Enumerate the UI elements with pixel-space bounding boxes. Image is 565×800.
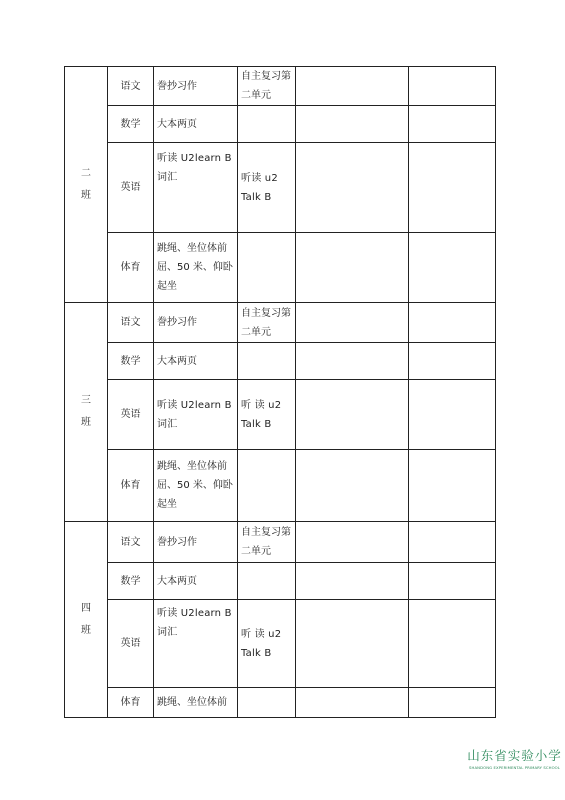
task-cell: 跳绳、坐位体前屈、50 米、仰卧起坐 [154, 450, 238, 522]
empty-cell [409, 522, 496, 563]
empty-cell [296, 522, 409, 563]
table-row [65, 343, 496, 380]
class-name: 三 班 [81, 395, 91, 428]
table-row [65, 380, 496, 450]
empty-cell [409, 303, 496, 343]
subject-cell: 英语 [108, 143, 154, 233]
table-row [65, 143, 496, 233]
subject-cell: 英语 [108, 380, 154, 450]
note-cell: 听 读 u2 Talk B [238, 380, 296, 450]
empty-cell [409, 67, 496, 106]
empty-cell [296, 688, 409, 718]
task-cell: 誊抄习作 [154, 67, 238, 106]
empty-cell [409, 343, 496, 380]
table-row [65, 303, 496, 343]
task-cell: 大本两页 [154, 343, 238, 380]
note-cell: 听 读 u2 Talk B [238, 600, 296, 688]
note-cell [238, 106, 296, 143]
task-cell: 跳绳、坐位体前屈、50 米、仰卧起坐 [154, 233, 238, 303]
empty-cell [296, 143, 409, 233]
note-cell: 听读 u2 Talk B [238, 143, 296, 233]
subject-cell: 数学 [108, 563, 154, 600]
subject-cell: 语文 [108, 303, 154, 343]
class-name: 四 班 [81, 602, 91, 636]
note-cell [238, 688, 296, 718]
school-logo-name-cn: 山东省实验小学 [467, 748, 562, 763]
note-cell: 自主复习第二单元 [238, 67, 296, 106]
empty-cell [296, 563, 409, 600]
note-cell: 自主复习第二单元 [238, 303, 296, 343]
subject-cell: 英语 [108, 600, 154, 688]
empty-cell [409, 563, 496, 600]
table-row [65, 600, 496, 688]
task-cell: 听读 U2learn B 词汇 [154, 143, 238, 233]
empty-cell [409, 600, 496, 688]
school-logo [467, 748, 562, 788]
empty-cell [409, 380, 496, 450]
empty-cell [296, 600, 409, 688]
class-cell [65, 303, 108, 522]
task-cell: 听读 U2learn B 词汇 [154, 600, 238, 688]
empty-cell [409, 450, 496, 522]
task-cell: 听读 U2learn B 词汇 [154, 380, 238, 450]
empty-cell [296, 380, 409, 450]
empty-cell [296, 343, 409, 380]
school-logo-name-en: SHANDONG EXPERIMENTAL PRIMARY SCHOOL [469, 765, 560, 770]
subject-cell: 数学 [108, 106, 154, 143]
homework-table [64, 66, 496, 718]
subject-cell: 数学 [108, 343, 154, 380]
note-cell [238, 343, 296, 380]
empty-cell [296, 450, 409, 522]
empty-cell [296, 106, 409, 143]
table-row [65, 522, 496, 563]
class-cell [65, 67, 108, 303]
empty-cell [296, 67, 409, 106]
task-cell: 誊抄习作 [154, 303, 238, 343]
empty-cell [409, 233, 496, 303]
task-cell: 大本两页 [154, 563, 238, 600]
table-row [65, 67, 496, 106]
table-row [65, 450, 496, 522]
note-cell [238, 450, 296, 522]
empty-cell [296, 233, 409, 303]
table-row [65, 563, 496, 600]
note-cell [238, 563, 296, 600]
table-row [65, 233, 496, 303]
note-cell: 自主复习第二单元 [238, 522, 296, 563]
empty-cell [296, 303, 409, 343]
class-cell [65, 522, 108, 718]
task-cell: 跳绳、坐位体前 [154, 688, 238, 718]
table-row [65, 106, 496, 143]
subject-cell: 体育 [108, 233, 154, 303]
subject-cell: 体育 [108, 450, 154, 522]
subject-cell: 语文 [108, 67, 154, 106]
subject-cell: 语文 [108, 522, 154, 563]
task-cell: 大本两页 [154, 106, 238, 143]
task-cell: 誊抄习作 [154, 522, 238, 563]
subject-cell: 体育 [108, 688, 154, 718]
table-row [65, 688, 496, 718]
empty-cell [409, 106, 496, 143]
empty-cell [409, 143, 496, 233]
empty-cell [409, 688, 496, 718]
note-cell [238, 233, 296, 303]
class-name: 二 班 [81, 167, 91, 201]
